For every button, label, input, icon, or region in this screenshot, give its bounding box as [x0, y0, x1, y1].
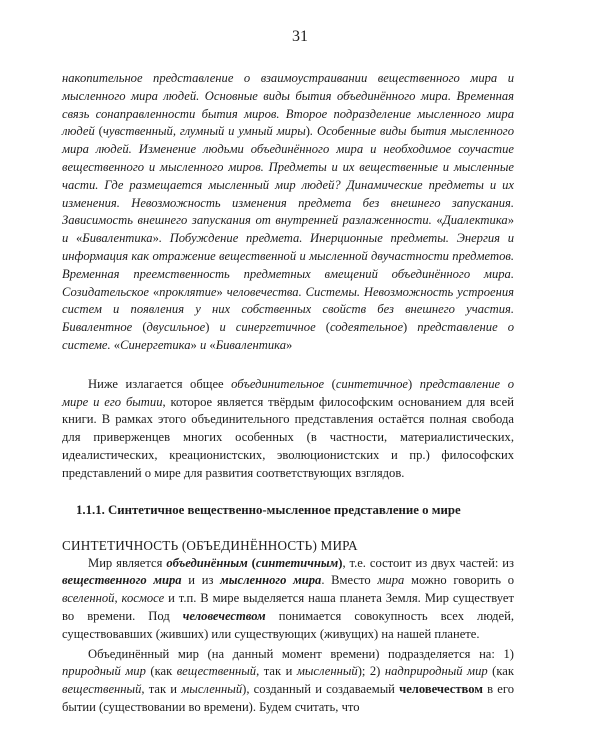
abstract-text: . Побуждение предмета. Инерционные предметы. Энергия и информация как отражение вещественной и мысленной двучастности предметов. Временная преемственность предметных вмещений объединённого мира. Созидательское	[62, 231, 514, 299]
abstract-text: )	[403, 320, 408, 335]
term-emphasis: синтетичным	[255, 555, 339, 570]
intro-text: , которое является твёрдым философским основанием для всей книги. В рамках этого объединительного представления остаётся полная свобода для приверженцев многих особенных (в частности, материалистических, идеалистических, креационистских, эволюционистских и пр.) философских представлений о мире для развития соответствующих взглядов.	[62, 394, 514, 480]
abstract-text: проклятие	[159, 284, 217, 299]
intro-text: )	[408, 376, 420, 391]
paragraph-text: . Вместо	[321, 573, 378, 588]
paragraph-text: ,	[114, 591, 122, 606]
abstract-text: )	[205, 320, 210, 335]
intro-emphasis: синтетичное	[335, 376, 409, 391]
paragraph-text: Объединённый мир (на данный момент времени) подразделяется на: 1)	[88, 646, 514, 661]
abstract-text: представление о системе.	[62, 320, 515, 352]
abstract-text: двусильное	[146, 320, 206, 335]
paragraph-text: понимается совокупность всех людей, существовавших (живших) или существующих (живущих) на нашей планете.	[62, 608, 515, 641]
abstract-text: Бивалентика	[215, 337, 287, 352]
paragraph-text: (как	[145, 664, 177, 679]
abstract-text: «	[113, 337, 121, 352]
intro-text: Ниже излагается общее	[88, 376, 232, 391]
intro-emphasis: объединительное	[231, 376, 325, 391]
abstract-text: . Особенные виды бытия мысленного мира людей. Изменение людьми объединённого мира и необходимое соучастие вещественного и мысленного миров. Предметы и их вещественные и мысленные части. Где размещается мысленный мир людей? Динамические предметы и их изменения. Невозможность изменения предмета без внешнего запускания. Зависимость внешнего запускания от внутренней разлаженности.	[62, 124, 514, 228]
term-emphasis: вселенной	[62, 591, 115, 606]
page-body	[62, 70, 514, 717]
body-paragraph-2	[62, 646, 514, 717]
section-heading: 1.1.1. Синтетичное вещественно-мысленное представление о мире	[76, 502, 461, 517]
abstract-text: и	[62, 231, 76, 246]
abstract-text: и	[196, 337, 210, 352]
abstract-text: »	[216, 284, 223, 299]
abstract-text: Диалектика	[442, 213, 508, 228]
term-emphasis: человечеством	[182, 608, 266, 623]
term-emphasis: )	[338, 555, 343, 570]
abstract-text: чувственный, глумный и умный миры	[102, 124, 306, 139]
term-emphasis: объединённым	[166, 555, 248, 570]
abstract-text: »	[190, 337, 197, 352]
paragraph-text: Мир является	[88, 555, 167, 570]
abstract-text: (	[142, 320, 147, 335]
intro-text: (	[324, 376, 336, 391]
abstract-text: и синергетичное	[209, 320, 326, 335]
abstract-text: «	[209, 337, 216, 352]
intro-paragraph	[62, 376, 514, 483]
term-emphasis: мысленный	[181, 682, 243, 697]
abstract-text: »	[152, 231, 159, 246]
body-paragraph-1	[62, 555, 514, 644]
term-emphasis: вещественный	[176, 664, 257, 679]
paragraph-text: в его бытии (существовании во времени). Будем считать, что	[62, 682, 515, 714]
page-number: 31	[292, 28, 308, 45]
abstract-text: (	[325, 320, 330, 335]
abstract-text: »	[286, 337, 293, 352]
paragraph-text: ), созданный и создаваемый	[242, 682, 400, 697]
term-emphasis: человечеством	[399, 682, 483, 697]
abstract-text: «	[152, 284, 160, 299]
abstract-text: (	[98, 124, 103, 139]
term-emphasis: вещественного мира	[62, 573, 182, 588]
paragraph-text: , т.е. состоит из двух частей: из	[342, 555, 514, 570]
abstract-text: )	[305, 124, 310, 139]
paragraph-text: и т.п. В мире выделяется наша планета Земля. Мир существует во времени. Под	[62, 591, 515, 623]
paragraph-text: можно говорить о	[404, 573, 514, 588]
intro-emphasis: представление о мире и его бытии	[62, 376, 514, 409]
term-emphasis: космосе	[121, 591, 165, 606]
abstract-text: Синергетика	[120, 337, 191, 352]
section-subtitle: СИНТЕТИЧНОСТЬ (ОБЪЕДИНЁННОСТЬ) МИРА	[62, 537, 358, 553]
abstract-text: »	[507, 213, 514, 228]
paragraph-text: ); 2)	[357, 664, 385, 679]
abstract-text: содеятельное	[329, 320, 404, 335]
paragraph-text: и из	[181, 573, 221, 588]
abstract-text: человечества. Системы. Невозможность устроения систем и появления у них собственных свойств без внешнего участия. Бивалентное	[62, 284, 515, 335]
term-emphasis: мысленный	[296, 664, 358, 679]
paragraph-text: , так и	[141, 682, 182, 697]
abstract-text: «	[75, 231, 83, 246]
paragraph-text: , так и	[256, 664, 297, 679]
term-emphasis: мира	[377, 573, 405, 588]
term-emphasis: надприродный мир	[384, 664, 488, 679]
term-emphasis: вещественный	[62, 682, 142, 697]
abstract-text: накопительное представление о взаимоустраивании вещественного мира и мысленного мира людей. Основные виды бытия объединённого мира. Временная связь сонаправленности бытия миров. Второе подразделение мысленного мира людей	[62, 71, 514, 139]
abstract-text: Бивалентика	[82, 231, 153, 246]
term-emphasis: (	[247, 555, 256, 570]
term-emphasis: природный мир	[62, 664, 146, 679]
paragraph-text: (как	[487, 664, 514, 679]
abstract-text: «	[436, 213, 443, 228]
chapter-abstract	[62, 70, 514, 355]
term-emphasis: мысленного мира	[220, 573, 322, 588]
